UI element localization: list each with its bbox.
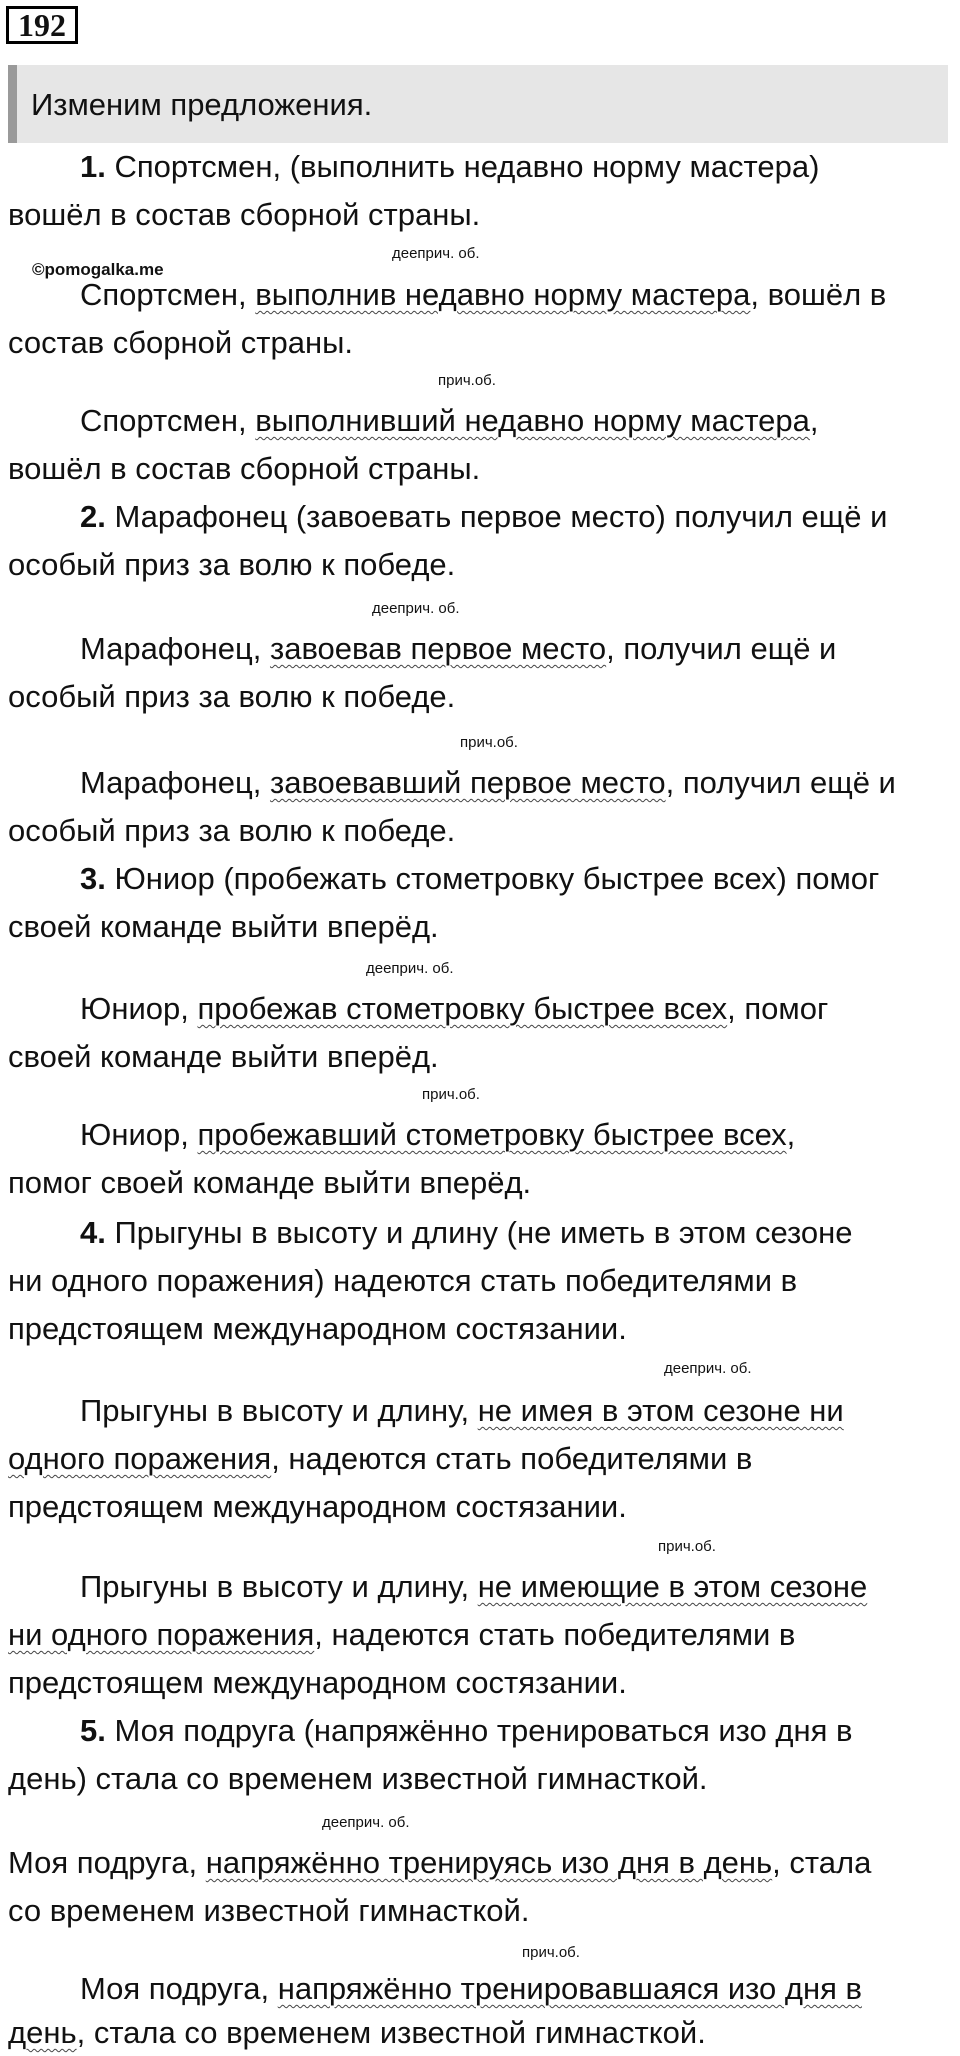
item-5-prich-note: прич.об.	[522, 1944, 580, 1961]
exercise-number: 192	[6, 6, 78, 44]
item-3-deeprich-line-1: Юниор, пробежав стометровку быстрее всех, помог	[80, 991, 829, 1026]
participial-phrase: завоевавший первое место	[269, 765, 666, 800]
item-3-prich-note: прич.об.	[422, 1086, 480, 1103]
participial-phrase: не имея в этом сезоне ни	[477, 1393, 844, 1428]
item-1-deeprich-line-2: состав сборной страны.	[8, 325, 353, 360]
item-4-prich-line-1: Прыгуны в высоту и длину, не имеющие в этом сезоне	[80, 1569, 868, 1604]
item-3-prich-line-2: помог своей команде выйти вперёд.	[8, 1165, 532, 1200]
item-3-original-line-1: 3. Юниор (пробежать стометровку быстрее всех) помог	[80, 861, 880, 896]
item-4-deeprich-line-3: предстоящем международном состязании.	[8, 1489, 627, 1524]
item-5-deeprich-line-2: со временем известной гимнасткой.	[8, 1893, 530, 1928]
item-1-original-line-1: 1. Спортсмен, (выполнить недавно норму мастера)	[80, 149, 820, 184]
participial-phrase: напряжённо тренировавшаяся изо дня в	[277, 1971, 862, 2006]
participial-phrase: напряжённо тренируясь изо дня в день	[205, 1845, 773, 1880]
item-2-original-line-2: особый приз за волю к победе.	[8, 547, 456, 582]
item-3-prich-line-1: Юниор, пробежавший стометровку быстрее всех,	[80, 1117, 796, 1152]
participial-phrase: день	[8, 2015, 77, 2050]
item-2-prich-note: прич.об.	[460, 734, 518, 751]
item-4-original-line-3: предстоящем международном состязании.	[8, 1311, 627, 1346]
item-1-prich-note: прич.об.	[438, 372, 496, 389]
item-4-prich-line-2: ни одного поражения, надеются стать победителями в	[8, 1617, 796, 1652]
participial-phrase: пробежавший стометровку быстрее всех	[197, 1117, 787, 1152]
item-4-original-line-1: 4. Прыгуны в высоту и длину (не иметь в этом сезоне	[80, 1215, 853, 1250]
item-3-deeprich-note: дееприч. об.	[366, 960, 454, 977]
heading-text: Изменим предложения.	[31, 87, 373, 122]
item-3-deeprich-line-2: своей команде выйти вперёд.	[8, 1039, 439, 1074]
participial-phrase: ни одного поражения	[8, 1617, 315, 1652]
item-4-prich-note: прич.об.	[658, 1538, 716, 1555]
item-1-prich-line-1: Спортсмен, выполнивший недавно норму мастера,	[80, 403, 819, 438]
item-1-deeprich-note: дееприч. об.	[392, 245, 480, 262]
item-1-prich-line-2: вошёл в состав сборной страны.	[8, 451, 481, 486]
item-2-prich-line-1: Марафонец, завоевавший первое место, получил ещё и	[80, 765, 896, 800]
item-4-original-line-2: ни одного поражения) надеются стать победителями в	[8, 1263, 798, 1298]
item-2-original-line-1: 2. Марафонец (завоевать первое место) получил ещё и	[80, 499, 888, 534]
item-5-prich-line-1: Моя подруга, напряжённо тренировавшаяся изо дня в	[80, 1971, 862, 2006]
item-5-deeprich-note: дееприч. об.	[322, 1814, 410, 1831]
participial-phrase: выполнивший недавно норму мастера	[255, 403, 810, 438]
item-2-deeprich-line-1: Марафонец, завоевав первое место, получил ещё и	[80, 631, 837, 666]
item-3-original-line-2: своей команде выйти вперёд.	[8, 909, 439, 944]
participial-phrase: завоевав первое место	[269, 631, 607, 666]
item-1-original-line-2: вошёл в состав сборной страны.	[8, 197, 481, 232]
item-2-deeprich-note: дееприч. об.	[372, 600, 460, 617]
item-5-deeprich-line-1: Моя подруга, напряжённо тренируясь изо дня в день, стала	[8, 1845, 872, 1880]
item-5-original-line-2: день) стала со временем известной гимнасткой.	[8, 1761, 708, 1796]
item-4-deeprich-note: дееприч. об.	[664, 1360, 752, 1377]
item-1-deeprich-line-1: Спортсмен, выполнив недавно норму мастера, вошёл в	[80, 277, 887, 312]
item-2-deeprich-line-2: особый приз за волю к победе.	[8, 679, 456, 714]
item-4-deeprich-line-2: одного поражения, надеются стать победителями в	[8, 1441, 753, 1476]
item-2-prich-line-2: особый приз за волю к победе.	[8, 813, 456, 848]
item-4-prich-line-3: предстоящем международном состязании.	[8, 1665, 627, 1700]
participial-phrase: пробежав стометровку быстрее всех	[197, 991, 728, 1026]
participial-phrase: одного поражения	[8, 1441, 272, 1476]
item-4-deeprich-line-1: Прыгуны в высоту и длину, не имея в этом сезоне ни	[80, 1393, 844, 1428]
item-5-prich-line-2: день, стала со временем известной гимнасткой.	[8, 2015, 706, 2050]
participial-phrase: не имеющие в этом сезоне	[477, 1569, 868, 1604]
participial-phrase: выполнив недавно норму мастера	[255, 277, 751, 312]
item-5-original-line-1: 5. Моя подруга (напряжённо тренироваться изо дня в	[80, 1713, 853, 1748]
heading-banner	[8, 65, 948, 143]
watermark: ©pomogalka.me	[32, 260, 164, 279]
